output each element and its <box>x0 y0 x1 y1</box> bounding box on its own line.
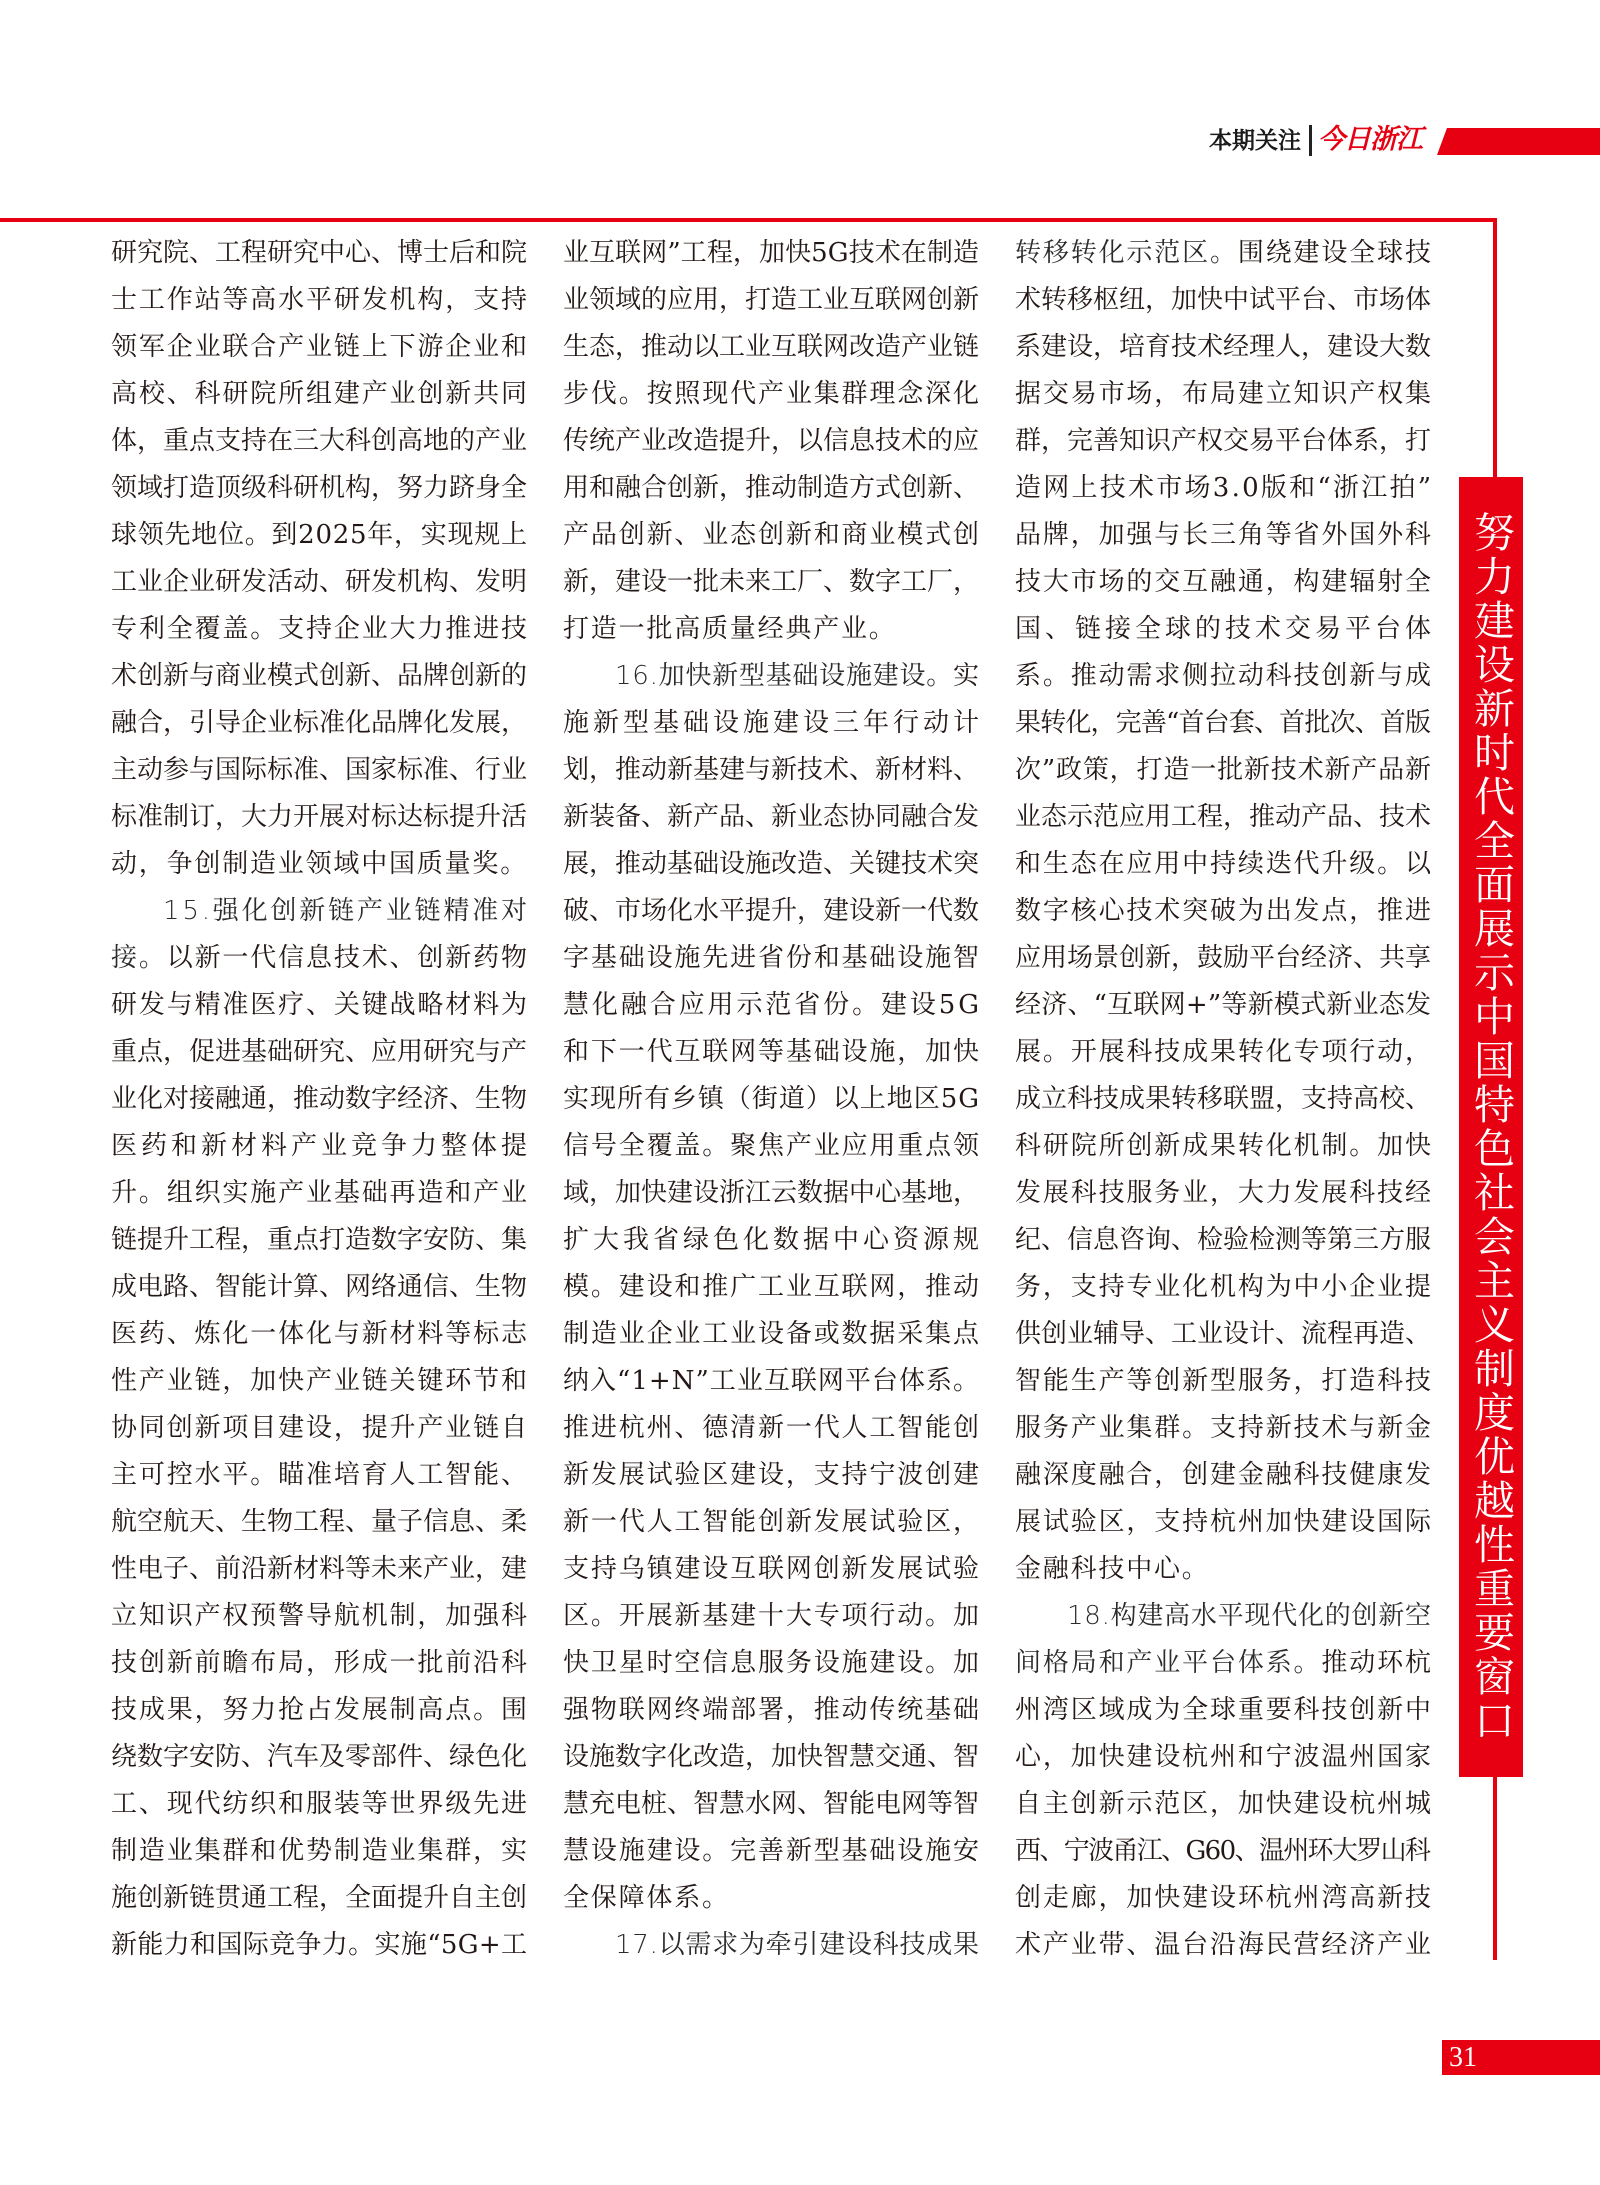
text-line <box>615 653 979 700</box>
text-line <box>1015 230 1431 277</box>
text-line <box>163 888 530 935</box>
text-line: 绕数字安防、汽车及零部件、绿色化 <box>111 1742 527 1772</box>
text-line: 创走廊，加快建设环杭州湾高新技 <box>1015 1883 1433 1913</box>
text-line: 升。组织实施产业基础再造和产业 <box>111 1178 529 1208</box>
text-line: 破、市场化水平提升，建设新一代数 <box>563 896 979 926</box>
text-line: 快卫星时空信息服务设施建设。加 <box>563 1648 981 1678</box>
text-column-3 <box>1015 230 1435 1969</box>
text-line <box>111 935 527 982</box>
text-line: 性产业链，加快产业链关键环节和 <box>111 1366 529 1396</box>
text-line: 推进杭州、德清新一代人工智能创 <box>563 1413 981 1443</box>
text-line: 科研院所创新成果转化机制。加快 <box>1015 1131 1433 1161</box>
text-line: 医药、炼化一体化与新材料等标志 <box>111 1319 529 1349</box>
text-line: 施新型基础设施建设三年行动计 <box>563 708 983 738</box>
text-line: 技大市场的交互融通，构建辐射全 <box>1015 567 1433 597</box>
text-line: 业互联网”工程，加快5G技术在制造 <box>563 238 980 268</box>
text-line: 强物联网终端部署，推动传统基础 <box>563 1695 981 1725</box>
text-line: 产品创新、业态创新和商业模式创 <box>563 520 981 550</box>
text-line: 术产业带、温台沿海民营经济产业 <box>1015 1930 1433 1960</box>
paragraph <box>111 888 531 1969</box>
text-line: 设施数字化改造，加快智慧交通、智 <box>563 1742 979 1772</box>
text-line: 字基础设施先进省份和基础设施智 <box>563 943 981 973</box>
text-line: 业领域的应用，打造工业互联网创新 <box>563 285 979 315</box>
text-line: 模。建设和推广工业互联网，推动 <box>563 1272 981 1302</box>
text-line: 融合，引导企业标准化品牌化发展， <box>111 708 527 738</box>
text-line <box>1015 1640 1431 1687</box>
text-line: 医药和新材料产业竞争力整体提 <box>111 1131 531 1161</box>
text-line: 系建设，培育技术经理人，建设大数 <box>1015 332 1431 362</box>
frame-top-rule <box>0 218 1497 222</box>
text-line: 士工作站等高水平研发机构，支持 <box>111 285 529 315</box>
text-line: 经济、“互联网+”等新模式新业态发 <box>1015 990 1432 1020</box>
text-line: 系。推动需求侧拉动科技创新与成 <box>1015 661 1433 691</box>
text-segment: 实 <box>952 661 980 691</box>
text-line: 传统产业改造提升，以信息技术的应 <box>563 426 979 456</box>
text-line: 发展科技服务业，大力发展科技经 <box>1015 1178 1433 1208</box>
text-line: 信号全覆盖。聚焦产业应用重点领 <box>563 1131 981 1161</box>
paragraph <box>1015 230 1435 1593</box>
text-line: 体，重点支持在三大科创高地的产业 <box>111 426 527 456</box>
text-line: 数字核心技术突破为出发点，推进 <box>1015 896 1433 926</box>
text-line: 融深度融合，创建金融科技健康发 <box>1015 1460 1433 1490</box>
text-segment: 推动环杭 <box>1321 1648 1433 1678</box>
text-line: 西、宁波甬江、G60、温州环大罗山科 <box>1015 1836 1430 1866</box>
text-line: 新一代人工智能创新发展试验区， <box>563 1507 981 1537</box>
text-line: 步伐。按照现代产业集群理念深化 <box>563 379 981 409</box>
text-line: 支持乌镇建设互联网创新发展试验 <box>563 1554 981 1584</box>
text-line: 性电子、前沿新材料等未来产业，建 <box>111 1554 527 1584</box>
text-line: 研究院、工程研究中心、博士后和院 <box>111 238 527 268</box>
text-line: 次”政策，打造一批新技术新产品新 <box>1015 755 1432 785</box>
text-line: 慧化融合应用示范省份。建设5G <box>563 990 982 1020</box>
text-line: 州湾区域成为全球重要科技创新中 <box>1015 1695 1433 1725</box>
text-line: 新发展试验区建设，支持宁波创建 <box>563 1460 981 1490</box>
paragraph <box>111 230 527 888</box>
text-line: 链提升工程，重点打造数字安防、集 <box>111 1225 527 1255</box>
text-line: 重点，促进基础研究、应用研究与产 <box>111 1037 527 1067</box>
text-line: 心，加快建设杭州和宁波温州国家 <box>1015 1742 1433 1772</box>
text-line: 扩大我省绿色化数据中心资源规 <box>563 1225 983 1255</box>
text-line: 标准制订，大力开展对标达标提升活 <box>111 802 527 832</box>
text-line: 工、现代纺织和服装等世界级先进 <box>111 1789 529 1819</box>
text-line: 领军企业联合产业链上下游企业和 <box>111 332 529 362</box>
section-heading: 15.强化创新链产业链精准对 <box>163 896 530 926</box>
text-line <box>1067 1593 1431 1640</box>
text-column-1 <box>111 230 531 1969</box>
text-line: 应用场景创新，鼓励平台经济、共享 <box>1015 943 1431 973</box>
text-line: 新能力和国际竞争力。实施“5G+工 <box>111 1930 528 1960</box>
text-line: 新，建设一批未来工厂、数字工厂， <box>563 567 979 597</box>
section-heading: 18.构建高水平现代化的创新空 <box>1067 1601 1432 1631</box>
section-title: 本期关注 <box>1209 128 1301 154</box>
text-line: 航空航天、生物工程、量子信息、柔 <box>111 1507 527 1537</box>
text-line: 生态，推动以工业互联网改造产业链 <box>563 332 979 362</box>
section-heading: 转移转化示范区。 <box>1015 238 1238 268</box>
magazine-logo: 今日浙江 <box>1318 124 1422 155</box>
text-line: 全保障体系。 <box>563 1883 730 1913</box>
text-line <box>615 1922 979 1969</box>
paragraph <box>1015 1593 1431 1969</box>
section-heading: 16.加快新型基础设施建设。 <box>615 661 953 691</box>
text-line: 划，推动新基建与新技术、新材料、 <box>563 755 979 785</box>
text-segment: 以新一代信息技术、创新药物 <box>166 943 529 973</box>
text-line: 成立科技成果转移联盟，支持高校、 <box>1015 1084 1431 1114</box>
text-line: 造网上技术市场3.0版和“浙江拍” <box>1015 473 1434 503</box>
text-line: 技创新前瞻布局，形成一批前沿科 <box>111 1648 529 1678</box>
text-line: 新装备、新产品、新业态协同融合发 <box>563 802 979 832</box>
text-line: 果转化，完善“首台套、首批次、首版 <box>1015 708 1431 738</box>
text-line: 专利全覆盖。支持企业大力推进技 <box>111 614 529 644</box>
header-red-bar <box>1437 128 1600 155</box>
text-line: 展，推动基础设施改造、关键技术突 <box>563 849 979 879</box>
text-line: 慧设施建设。完善新型基础设施安 <box>563 1836 981 1866</box>
text-line: 服务产业集群。支持新技术与新金 <box>1015 1413 1433 1443</box>
text-line: 纪、信息咨询、检验检测等第三方服 <box>1015 1225 1431 1255</box>
text-line: 业化对接融通，推动数字经济、生物 <box>111 1084 527 1114</box>
text-line: 据交易市场，布局建立知识产权集 <box>1015 379 1433 409</box>
section-heading: 接。 <box>111 943 167 973</box>
page-number-bar <box>1442 2040 1600 2075</box>
text-line: 协同创新项目建设，提升产业链自 <box>111 1413 529 1443</box>
banner-slogan: 努力建设新时代全面展示中国特色社会主义制度优越性重要窗口 <box>1467 511 1515 1743</box>
text-line: 展。开展科技成果转化专项行动， <box>1015 1037 1433 1067</box>
text-line: 动，争创制造业领域中国质量奖。 <box>111 849 529 879</box>
paragraph <box>563 230 979 653</box>
text-line: 和下一代互联网等基础设施，加快 <box>563 1037 981 1067</box>
text-line: 主可控水平。瞄准培育人工智能、 <box>111 1460 529 1490</box>
text-line: 业态示范应用工程，推动产品、技术 <box>1015 802 1431 832</box>
text-line: 智能生产等创新型服务，打造科技 <box>1015 1366 1433 1396</box>
header-separator <box>1309 125 1312 156</box>
text-line: 慧充电桩、智慧水网、智能电网等智 <box>563 1789 979 1819</box>
paragraph <box>563 1922 979 1969</box>
text-line: 主动参与国际标准、国家标准、行业 <box>111 755 527 785</box>
text-line: 金融科技中心。 <box>1015 1554 1210 1584</box>
text-line: 自主创新示范区，加快建设杭州城 <box>1015 1789 1433 1819</box>
text-line: 群，完善知识产权交易平台体系，打 <box>1015 426 1431 456</box>
text-line: 术转移枢纽，加快中试平台、市场体 <box>1015 285 1431 315</box>
section-heading: 17.以需求为牵引建设科技成果 <box>615 1930 980 1960</box>
text-line: 施创新链贯通工程，全面提升自主创 <box>111 1883 527 1913</box>
text-line: 国、链接全球的技术交易平台体 <box>1015 614 1435 644</box>
text-line: 领域打造顶级科研机构，努力跻身全 <box>111 473 527 503</box>
text-line: 制造业集群和优势制造业集群，实 <box>111 1836 529 1866</box>
text-segment: 围绕建设全球技 <box>1237 238 1433 268</box>
vertical-banner <box>1459 477 1523 1777</box>
text-line: 供创业辅导、工业设计、流程再造、 <box>1015 1319 1431 1349</box>
text-line: 制造业企业工业设备或数据采集点 <box>563 1319 981 1349</box>
text-line: 展试验区，支持杭州加快建设国际 <box>1015 1507 1433 1537</box>
paragraph <box>563 653 983 1922</box>
text-line: 实现所有乡镇（街道）以上地区5G <box>563 1084 980 1114</box>
text-line: 用和融合创新，推动制造方式创新、 <box>563 473 979 503</box>
text-line: 高校、科研院所组建产业创新共同 <box>111 379 529 409</box>
text-line: 技成果，努力抢占发展制高点。围 <box>111 1695 529 1725</box>
text-line: 品牌，加强与长三角等省外国外科 <box>1015 520 1433 550</box>
text-line: 成电路、智能计算、网络通信、生物 <box>111 1272 527 1302</box>
page-number: 31 <box>1449 2042 1477 2073</box>
text-line: 打造一批高质量经典产业。 <box>563 614 897 644</box>
text-line: 术创新与商业模式创新、品牌创新的 <box>111 661 527 691</box>
text-line: 立知识产权预警导航机制，加强科 <box>111 1601 529 1631</box>
text-column-2 <box>563 230 983 1969</box>
text-line: 球领先地位。到2025年，实现规上 <box>111 520 528 550</box>
text-line: 研发与精准医疗、关键战略材料为 <box>111 990 529 1020</box>
section-heading: 间格局和产业平台体系。 <box>1015 1648 1322 1678</box>
text-line: 务，支持专业化机构为中小企业提 <box>1015 1272 1433 1302</box>
text-line: 工业企业研发活动、研发机构、发明 <box>111 567 527 597</box>
text-line: 纳入“1+N”工业互联网平台体系。 <box>563 1366 981 1396</box>
text-line: 域，加快建设浙江云数据中心基地， <box>563 1178 979 1208</box>
text-line: 和生态在应用中持续迭代升级。以 <box>1015 849 1433 879</box>
text-line: 区。开展新基建十大专项行动。加 <box>563 1601 981 1631</box>
